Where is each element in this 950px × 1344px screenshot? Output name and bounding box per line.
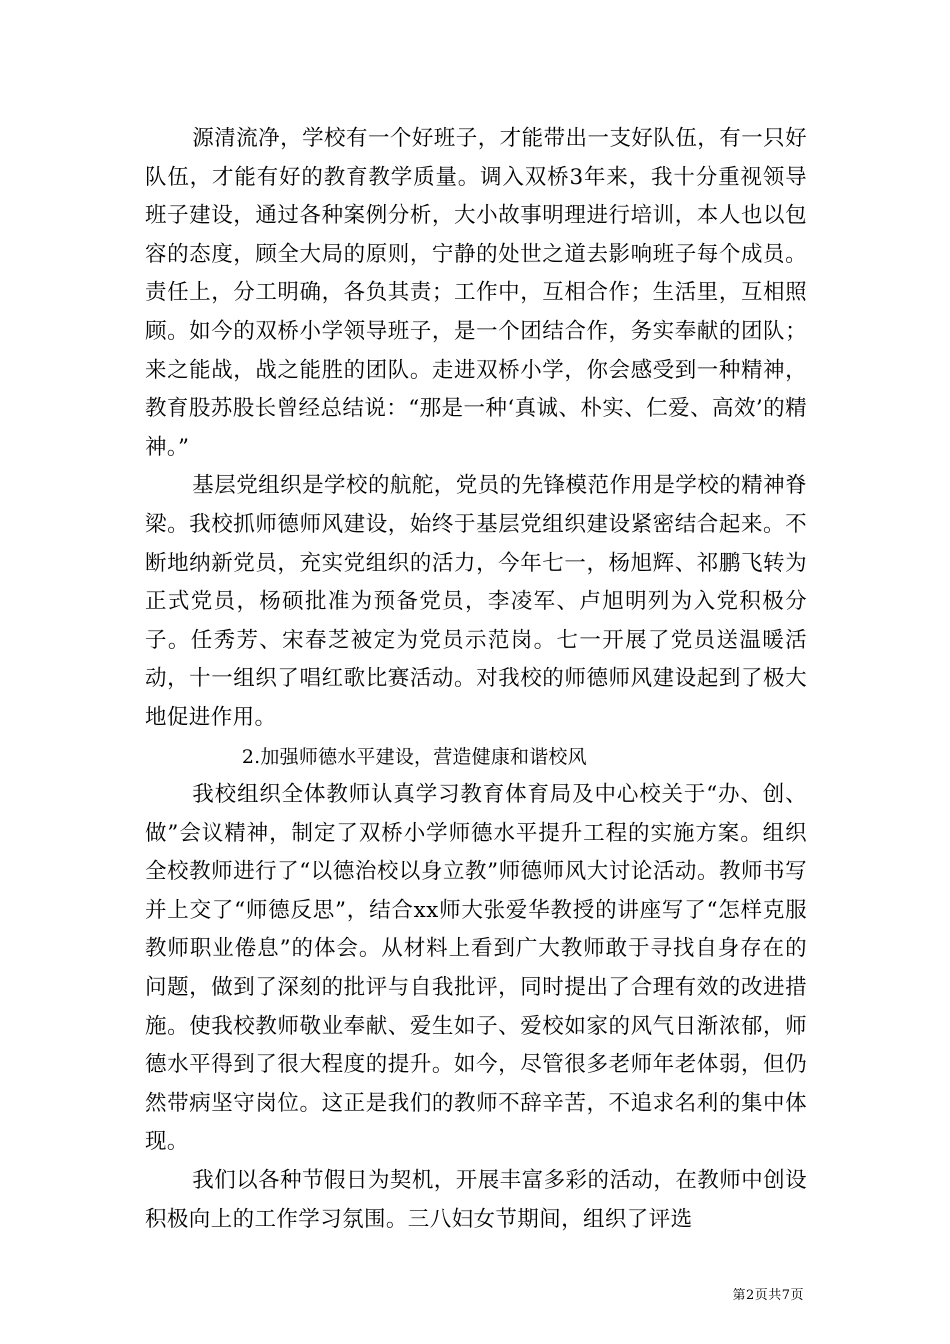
section-heading: 2.加强师德水平建设，营造健康和谐校风 — [241, 745, 587, 768]
paragraph-teacher-ethics: 我校组织全体教师认真学习教育体育局及中心校关于“办、创、做”会议精神，制定了双桥小学师德水平提升工程的实施方案。组织全校教师进行了“以德治校以身立教”师德师风大讨论活动。教师书写并上交了“师德反思”，结合xx师大张爱华教授的讲座写了“怎样克服教师职业倦息”的体会。从材料上看到广大教师敢于寻找自身存在的问题，做到了深刻的批评与自我批评，同时提出了合理有效的改进措施。使我校教师敬业奉献、爱生如子、爱校如家的风气日渐浓郁，师德水平得到了很大程度的提升。如今，尽管很多老师年老体弱，但仍然带病坚守岗位。这正是我们的教师不辞辛苦，不追求名利的集中体现。 — [145, 782, 807, 1155]
paragraph-leadership-team: 源清流净，学校有一个好班子，才能带出一支好队伍，有一只好队伍，才能有好的教育教学质量。调入双桥3年来，我十分重视领导班子建设，通过各种案例分析，大小故事明理进行培训，本人也以包容的态度，顾全大局的原则，宁静的处世之道去影响班子每个成员。责任上，分工明确，各负其责；工作中，互相合作；生活里，互相照顾。如今的双桥小学领导班子，是一个团结合作，务实奉献的团队；来之能战，战之能胜的团队。走进双桥小学，你会感受到一种精神，教育股苏股长曾经总结说：“那是一种‘真诚、朴实、仁爱、高效’的精神。” — [145, 126, 807, 460]
document-body — [145, 120, 807, 1239]
paragraph-party-organization: 基层党组织是学校的航舵，党员的先锋模范作用是学校的精神脊梁。我校抓师德师风建设，始终于基层党组织建设紧密结合起来。不断地纳新党员，充实党组织的活力，今年七一，杨旭辉、祁鹏飞转为正式党员，杨硕批准为预备党员，李凌军、卢旭明列为入党积极分子。任秀芳、宋春芝被定为党员示范岗。七一开展了党员送温暖活动，十一组织了唱红歌比赛活动。对我校的师德师风建设起到了极大地促进作用。 — [145, 473, 807, 730]
page-number: 第2页共7页 — [732, 1288, 804, 1303]
paragraph-holiday-activities: 我们以各种节假日为契机，开展丰富多彩的活动，在教师中创设积极向上的工作学习氛围。三八妇女节期间，组织了评选 — [145, 1168, 807, 1232]
